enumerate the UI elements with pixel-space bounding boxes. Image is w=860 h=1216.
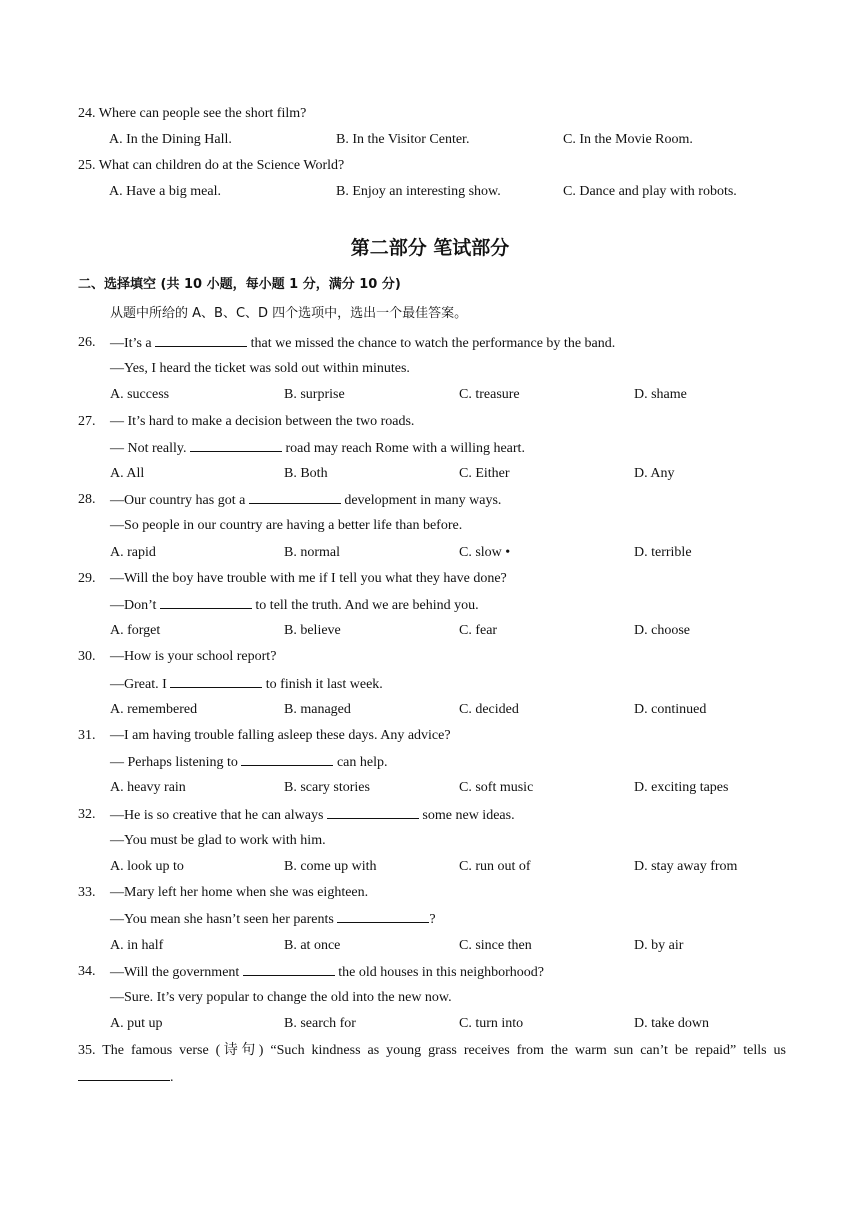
question-number: 33. bbox=[78, 885, 96, 901]
dialogue-line-2 bbox=[110, 517, 462, 535]
dialogue-line-2 bbox=[110, 360, 410, 378]
option-a[interactable]: A. look up to bbox=[110, 859, 184, 874]
question-25-option-c: C. Dance and play with robots. bbox=[563, 184, 737, 199]
question-35-end: . bbox=[170, 1070, 174, 1085]
dialogue-text: —You must be glad to work with him. bbox=[110, 832, 326, 848]
dialogue-text: —Great. I bbox=[110, 676, 167, 692]
dialogue-line-1 bbox=[110, 727, 451, 745]
dialogue-text: —So people in our country are having a better life than before. bbox=[110, 518, 463, 534]
option-c[interactable]: C. fear bbox=[459, 623, 498, 639]
option-d[interactable]: D. take down bbox=[634, 1016, 710, 1032]
dialogue-text: development in many ways. bbox=[344, 493, 502, 509]
option-c[interactable]: C. slow • bbox=[459, 544, 511, 560]
question-number: 30. bbox=[78, 649, 96, 665]
option-a[interactable]: A. rapid bbox=[110, 544, 156, 560]
option-b[interactable]: B. Both bbox=[284, 466, 328, 481]
option-b[interactable]: B. normal bbox=[284, 544, 340, 560]
question-25-stem: 25. What can children do at the Science World? bbox=[78, 158, 345, 173]
option-c[interactable]: C. soft music bbox=[459, 780, 534, 796]
dialogue-text: —He is so creative that he can always bbox=[110, 807, 324, 823]
question-35-stem bbox=[78, 1042, 786, 1060]
question-24-option-b: B. In the Visitor Center. bbox=[336, 132, 470, 147]
option-a[interactable]: A. All bbox=[110, 466, 145, 481]
dialogue-line-1 bbox=[110, 413, 414, 431]
dialogue-line-2 bbox=[110, 910, 436, 929]
part-two-heading: 第二部分 笔试部分 bbox=[350, 237, 510, 259]
option-b[interactable]: B. scary stories bbox=[284, 780, 370, 796]
question-35-answer-line bbox=[78, 1068, 174, 1087]
option-b[interactable]: B. at once bbox=[284, 937, 341, 953]
dialogue-text: can help. bbox=[336, 755, 388, 771]
answer-blank[interactable] bbox=[249, 491, 341, 504]
option-d[interactable]: D. choose bbox=[634, 623, 690, 639]
dialogue-text: — It’s hard to make a decision between the two roads. bbox=[110, 413, 415, 429]
question-number: 28. bbox=[78, 492, 96, 508]
dialogue-line-1 bbox=[110, 570, 507, 588]
question-number: 29. bbox=[78, 570, 96, 586]
dialogue-text: — Perhaps listening to bbox=[110, 755, 238, 771]
option-a[interactable]: A. remembered bbox=[110, 701, 198, 717]
option-a[interactable]: A. put up bbox=[110, 1016, 163, 1032]
answer-blank[interactable] bbox=[160, 596, 252, 609]
dialogue-line-2 bbox=[110, 675, 383, 694]
dialogue-line-2 bbox=[110, 596, 479, 615]
dialogue-text: some new ideas. bbox=[422, 807, 515, 823]
dialogue-line-1 bbox=[110, 491, 501, 510]
answer-blank[interactable] bbox=[78, 1068, 170, 1081]
option-b[interactable]: B. believe bbox=[284, 623, 341, 639]
option-a[interactable]: A. success bbox=[110, 387, 170, 403]
question-35-text: 35. The famous verse (诗句) “Such kindness as young grass receives from the warm sun can’t be repaid” tells us bbox=[78, 1043, 786, 1058]
option-d[interactable]: D. terrible bbox=[634, 544, 692, 560]
option-b[interactable]: B. come up with bbox=[284, 859, 377, 874]
question-number: 32. bbox=[78, 806, 96, 822]
answer-blank[interactable] bbox=[190, 439, 282, 452]
dialogue-text: that we missed the chance to watch the performance by the band. bbox=[250, 336, 616, 351]
question-number: 34. bbox=[78, 963, 96, 979]
option-c[interactable]: C. Either bbox=[459, 466, 510, 481]
option-b[interactable]: B. surprise bbox=[284, 387, 345, 403]
option-d[interactable]: D. continued bbox=[634, 701, 707, 717]
dialogue-text: —Sure. It’s very popular to change the old into the new now. bbox=[110, 990, 452, 1005]
dialogue-text: —You mean she hasn’t seen her parents bbox=[110, 912, 334, 928]
question-number: 26. bbox=[78, 335, 96, 350]
option-d[interactable]: D. by air bbox=[634, 937, 684, 953]
dialogue-line-1 bbox=[110, 963, 544, 982]
option-a[interactable]: A. heavy rain bbox=[110, 780, 186, 796]
question-24-stem: 24. Where can people see the short film? bbox=[78, 106, 307, 121]
dialogue-line-2 bbox=[110, 439, 525, 458]
option-b[interactable]: B. search for bbox=[284, 1016, 356, 1032]
question-25-option-b: B. Enjoy an interesting show. bbox=[336, 184, 501, 199]
question-number: 27. bbox=[78, 413, 96, 429]
dialogue-text: —Mary left her home when she was eighteen. bbox=[110, 885, 369, 901]
dialogue-text: —Will the government bbox=[110, 964, 240, 980]
dialogue-line-1 bbox=[110, 334, 615, 353]
question-24-option-c: C. In the Movie Room. bbox=[563, 132, 693, 147]
option-d[interactable]: D. Any bbox=[634, 466, 675, 481]
dialogue-text: —I am having trouble falling asleep these days. Any advice? bbox=[110, 728, 451, 743]
dialogue-text: ? bbox=[429, 912, 436, 928]
option-c[interactable]: C. run out of bbox=[459, 859, 531, 874]
dialogue-text: —Don’t bbox=[110, 598, 157, 613]
dialogue-line-2 bbox=[110, 753, 387, 772]
answer-blank[interactable] bbox=[337, 910, 429, 923]
dialogue-text: —Will the boy have trouble with me if I tell you what they have done? bbox=[110, 570, 507, 586]
dialogue-line-1 bbox=[110, 648, 276, 666]
dialogue-line-2 bbox=[110, 989, 452, 1007]
option-d[interactable]: D. stay away from bbox=[634, 859, 738, 874]
option-c[interactable]: C. turn into bbox=[459, 1016, 524, 1032]
dialogue-text: — Not really. bbox=[110, 440, 187, 456]
dialogue-text: —How is your school report? bbox=[110, 649, 277, 665]
answer-blank[interactable] bbox=[155, 334, 247, 347]
question-25-option-a: A. Have a big meal. bbox=[109, 184, 221, 199]
option-b[interactable]: B. managed bbox=[284, 701, 351, 717]
dialogue-text: to finish it last week. bbox=[265, 676, 383, 692]
dialogue-text: —Yes, I heard the ticket was sold out within minutes. bbox=[110, 361, 410, 377]
answer-blank[interactable] bbox=[243, 963, 335, 976]
section-title: 二、选择填空 (共 10 小题，每小题 1 分，满分 10 分) bbox=[78, 277, 401, 292]
option-a[interactable]: A. in half bbox=[110, 937, 164, 953]
dialogue-text: —It’s a bbox=[110, 336, 152, 351]
dialogue-line-1 bbox=[110, 806, 515, 825]
section-instruction: 从题中所给的 A、B、C、D 四个选项中，选出一个最佳答案。 bbox=[110, 306, 468, 321]
dialogue-line-1 bbox=[110, 884, 368, 902]
option-a[interactable]: A. forget bbox=[110, 623, 161, 639]
question-24-option-a: A. In the Dining Hall. bbox=[109, 132, 232, 147]
option-d[interactable]: D. shame bbox=[634, 387, 687, 403]
option-c[interactable]: C. since then bbox=[459, 937, 532, 953]
question-number: 31. bbox=[78, 728, 96, 743]
option-c[interactable]: C. decided bbox=[459, 701, 519, 717]
dialogue-line-2 bbox=[110, 832, 326, 850]
answer-blank[interactable] bbox=[327, 806, 419, 819]
dialogue-text: to tell the truth. And we are behind you. bbox=[255, 598, 479, 613]
option-c[interactable]: C. treasure bbox=[459, 387, 520, 403]
answer-blank[interactable] bbox=[170, 675, 262, 688]
dialogue-text: road may reach Rome with a willing heart. bbox=[285, 440, 525, 456]
dialogue-text: the old houses in this neighborhood? bbox=[338, 964, 544, 980]
option-d[interactable]: D. exciting tapes bbox=[634, 780, 729, 796]
dialogue-text: —Our country has got a bbox=[110, 493, 246, 509]
answer-blank[interactable] bbox=[241, 753, 333, 766]
